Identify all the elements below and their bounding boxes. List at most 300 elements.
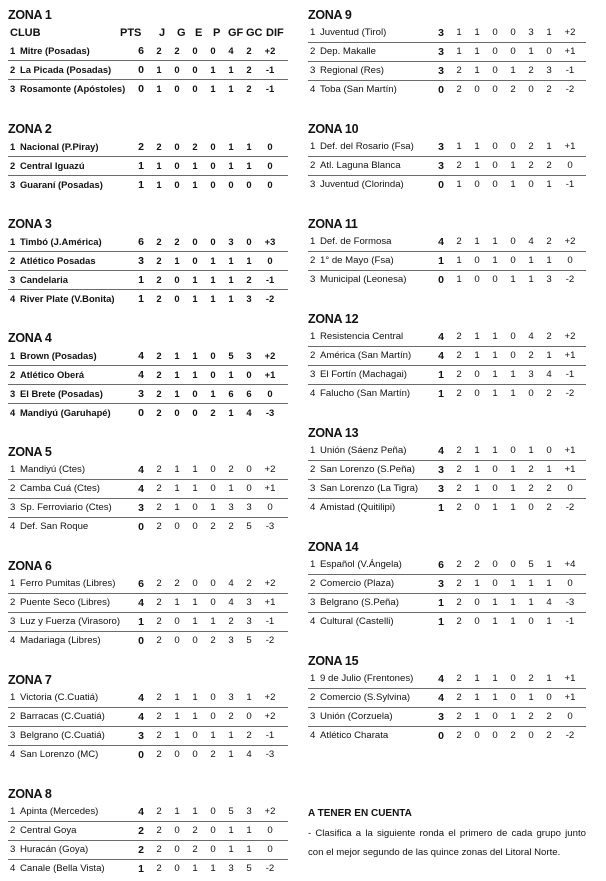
drawn: 0 [192, 45, 198, 56]
drawn: 0 [192, 236, 198, 247]
lost: 0 [210, 825, 216, 836]
lost: 0 [510, 673, 516, 684]
position: 2 [310, 160, 316, 171]
won: 1 [474, 236, 480, 247]
header-e: E [195, 27, 203, 39]
zone-9-table [308, 6, 586, 100]
lost: 0 [210, 692, 216, 703]
goals-for: 2 [528, 160, 534, 171]
played: 1 [456, 141, 462, 152]
drawn: 0 [192, 730, 198, 741]
points: 4 [138, 692, 144, 704]
table-row [8, 822, 288, 841]
drawn: 0 [492, 84, 498, 95]
header-gf: GF [228, 27, 244, 39]
drawn: 0 [192, 578, 198, 589]
zone-14-table [308, 538, 586, 632]
zone-title: ZONA 13 [308, 426, 359, 440]
position: 2 [10, 64, 16, 75]
position: 4 [310, 84, 316, 95]
drawn: 1 [492, 255, 498, 266]
goal-difference: -1 [265, 730, 275, 741]
points: 3 [438, 578, 444, 590]
points: 1 [138, 293, 144, 305]
played: 2 [156, 350, 162, 361]
lost: 0 [210, 597, 216, 608]
team-name: Belgrano (S.Peña) [320, 597, 399, 608]
drawn: 0 [192, 502, 198, 513]
lost: 1 [210, 83, 216, 94]
points: 1 [438, 369, 444, 381]
team-name: Amistad (Quitilipi) [320, 502, 396, 513]
played: 2 [456, 236, 462, 247]
goal-difference: +1 [264, 483, 276, 494]
goals-against: 0 [546, 46, 552, 57]
drawn: 1 [492, 692, 498, 703]
goals-for: 1 [228, 844, 234, 855]
drawn: 1 [192, 711, 198, 722]
played: 2 [156, 293, 162, 304]
position: 2 [310, 464, 316, 475]
goals-against: 3 [246, 597, 252, 608]
goals-for: 0 [528, 388, 534, 399]
team-name: Canale (Bella Vista) [20, 863, 105, 874]
lost: 0 [210, 464, 216, 475]
team-name: Regional (Res) [320, 65, 384, 76]
goal-difference: -3 [265, 749, 275, 760]
goal-difference: -1 [265, 83, 275, 94]
lost: 2 [210, 521, 216, 532]
played: 2 [156, 863, 162, 874]
lost: 1 [210, 274, 216, 285]
played: 1 [456, 274, 462, 285]
table-row [308, 271, 586, 290]
team-name: Def. de Formosa [320, 236, 392, 247]
won: 1 [174, 597, 180, 608]
goals-against: 1 [546, 464, 552, 475]
played: 2 [156, 407, 162, 418]
goal-difference: -2 [565, 84, 575, 95]
table-row [8, 271, 288, 290]
position: 1 [10, 141, 16, 152]
table-row [308, 328, 586, 347]
goals-for: 1 [528, 445, 534, 456]
goal-difference: +1 [564, 46, 576, 57]
lost: 1 [510, 616, 516, 627]
team-name: Central Goya [20, 825, 77, 836]
goals-against: 0 [246, 236, 252, 247]
goals-for: 1 [528, 46, 534, 57]
goals-against: 0 [246, 179, 252, 190]
goals-for: 2 [528, 483, 534, 494]
table-row [8, 461, 288, 480]
position: 1 [10, 692, 16, 703]
position: 4 [10, 293, 16, 304]
played: 2 [156, 45, 162, 56]
goal-difference: -3 [265, 407, 275, 418]
goals-against: 4 [246, 407, 252, 418]
goals-for: 1 [228, 274, 234, 285]
drawn: 2 [192, 844, 198, 855]
played: 2 [456, 616, 462, 627]
position: 4 [310, 502, 316, 513]
goals-for: 2 [528, 711, 534, 722]
zone-13-table [308, 424, 586, 518]
drawn: 0 [192, 635, 198, 646]
goals-against: 1 [246, 825, 252, 836]
goals-against: 5 [246, 635, 252, 646]
table-row [8, 708, 288, 727]
position: 3 [10, 274, 16, 285]
goal-difference: 0 [267, 844, 273, 855]
zone-title: ZONA 5 [8, 445, 52, 459]
played: 2 [156, 369, 162, 380]
table-row [8, 727, 288, 746]
goals-for: 1 [228, 483, 234, 494]
team-name: Dep. Makalle [320, 46, 376, 57]
won: 1 [474, 46, 480, 57]
team-name: Candelaria [20, 274, 68, 285]
lost: 1 [510, 369, 516, 380]
team-name: Guaraní (Posadas) [20, 179, 103, 190]
team-name: Huracán (Goya) [20, 844, 89, 855]
won: 1 [474, 578, 480, 589]
team-name: Sp. Ferroviario (Ctes) [20, 502, 112, 513]
drawn: 1 [492, 388, 498, 399]
won: 1 [474, 27, 480, 38]
goals-against: 2 [546, 331, 552, 342]
header-pts: PTS [120, 27, 142, 39]
zone-title: ZONA 15 [308, 654, 359, 668]
goals-against: 1 [546, 350, 552, 361]
won: 0 [174, 863, 180, 874]
table-row [8, 80, 288, 99]
position: 1 [10, 806, 16, 817]
drawn: 0 [492, 141, 498, 152]
team-name: Rosamonte (Apóstoles) [20, 83, 126, 94]
goals-for: 6 [228, 388, 234, 399]
points: 0 [138, 407, 144, 419]
played: 2 [156, 483, 162, 494]
table-row [308, 594, 586, 613]
position: 4 [10, 749, 16, 760]
team-name: Belgrano (C.Cuatiá) [20, 730, 105, 741]
drawn: 1 [192, 160, 198, 171]
won: 0 [474, 179, 480, 190]
goals-against: 2 [246, 64, 252, 75]
drawn: 0 [192, 521, 198, 532]
position: 2 [310, 578, 316, 589]
table-row [308, 480, 586, 499]
table-row [8, 233, 288, 252]
won: 1 [474, 483, 480, 494]
won: 1 [174, 730, 180, 741]
zone-6-table [8, 557, 288, 651]
table-row [308, 499, 586, 518]
goal-difference: -2 [265, 863, 275, 874]
lost: 1 [510, 160, 516, 171]
points: 1 [138, 274, 144, 286]
drawn: 1 [492, 369, 498, 380]
played: 2 [156, 711, 162, 722]
won: 0 [474, 502, 480, 513]
position: 3 [10, 388, 16, 399]
drawn: 0 [492, 274, 498, 285]
table-row [308, 727, 586, 746]
team-name: Madariaga (Libres) [20, 635, 101, 646]
points: 3 [138, 388, 144, 400]
played: 2 [156, 825, 162, 836]
table-row [8, 594, 288, 613]
team-name: Municipal (Leonesa) [320, 274, 407, 285]
goal-difference: +1 [564, 464, 576, 475]
points: 0 [138, 64, 144, 76]
drawn: 1 [492, 597, 498, 608]
points: 4 [138, 711, 144, 723]
goals-for: 1 [528, 255, 534, 266]
played: 2 [456, 388, 462, 399]
goal-difference: -2 [565, 388, 575, 399]
table-row [8, 252, 288, 271]
goals-against: 3 [546, 65, 552, 76]
position: 4 [310, 388, 316, 399]
goals-against: 2 [546, 388, 552, 399]
won: 1 [474, 160, 480, 171]
position: 1 [310, 559, 316, 570]
points: 1 [438, 388, 444, 400]
lost: 2 [510, 84, 516, 95]
won: 0 [474, 84, 480, 95]
team-name: Timbó (J.América) [20, 236, 102, 247]
position: 2 [10, 825, 16, 836]
table-row [308, 461, 586, 480]
goals-for: 0 [528, 730, 534, 741]
played: 1 [156, 64, 162, 75]
goals-for: 1 [228, 749, 234, 760]
goals-for: 1 [228, 141, 234, 152]
goal-difference: 0 [267, 255, 273, 266]
won: 2 [174, 45, 180, 56]
goal-difference: -1 [265, 64, 275, 75]
table-row [8, 499, 288, 518]
goals-against: 2 [546, 730, 552, 741]
drawn: 0 [192, 83, 198, 94]
position: 2 [310, 46, 316, 57]
played: 2 [156, 806, 162, 817]
won: 0 [174, 825, 180, 836]
lost: 1 [510, 578, 516, 589]
points: 0 [438, 274, 444, 286]
points: 1 [438, 255, 444, 267]
lost: 0 [210, 350, 216, 361]
played: 2 [456, 350, 462, 361]
table-row [308, 347, 586, 366]
drawn: 0 [192, 255, 198, 266]
points: 0 [138, 749, 144, 761]
points: 1 [438, 616, 444, 628]
goal-difference: +2 [264, 578, 276, 589]
lost: 0 [510, 350, 516, 361]
drawn: 0 [492, 46, 498, 57]
played: 2 [456, 559, 462, 570]
points: 3 [438, 27, 444, 39]
lost: 1 [210, 730, 216, 741]
drawn: 1 [192, 464, 198, 475]
goals-against: 3 [246, 350, 252, 361]
goals-for: 3 [528, 369, 534, 380]
won: 0 [474, 369, 480, 380]
table-row [308, 233, 586, 252]
played: 2 [456, 445, 462, 456]
team-name: Central Iguazú [20, 160, 85, 171]
goals-against: 3 [246, 616, 252, 627]
played: 2 [156, 730, 162, 741]
zone-title: ZONA 10 [308, 122, 359, 136]
goals-for: 4 [528, 331, 534, 342]
won: 0 [174, 749, 180, 760]
header-gc: GC [246, 27, 263, 39]
header-g: G [177, 27, 186, 39]
points: 1 [138, 179, 144, 191]
goals-for: 2 [528, 141, 534, 152]
goal-difference: +2 [264, 350, 276, 361]
goal-difference: +2 [264, 464, 276, 475]
goals-for: 5 [228, 806, 234, 817]
goals-for: 3 [228, 236, 234, 247]
played: 2 [456, 692, 462, 703]
won: 0 [174, 635, 180, 646]
goals-against: 3 [246, 293, 252, 304]
header-dif: DIF [266, 27, 284, 39]
team-name: 1° de Mayo (Fsa) [320, 255, 394, 266]
goals-against: 0 [246, 464, 252, 475]
team-name: Atl. Laguna Blanca [320, 160, 401, 171]
lost: 1 [510, 274, 516, 285]
goals-for: 1 [228, 293, 234, 304]
goals-against: 1 [546, 673, 552, 684]
lost: 0 [210, 141, 216, 152]
team-name: Def. San Roque [20, 521, 89, 532]
played: 2 [456, 65, 462, 76]
team-name: Toba (San Martín) [320, 84, 397, 95]
drawn: 2 [192, 141, 198, 152]
goals-for: 5 [528, 559, 534, 570]
drawn: 1 [192, 863, 198, 874]
played: 2 [456, 369, 462, 380]
won: 1 [174, 502, 180, 513]
points: 1 [438, 502, 444, 514]
goals-for: 4 [528, 236, 534, 247]
points: 4 [138, 369, 144, 381]
table-row [8, 632, 288, 651]
table-row [308, 613, 586, 632]
goals-against: 2 [546, 84, 552, 95]
table-header [8, 24, 288, 42]
goals-for: 2 [228, 711, 234, 722]
played: 2 [156, 578, 162, 589]
points: 3 [138, 730, 144, 742]
played: 2 [156, 388, 162, 399]
drawn: 0 [192, 749, 198, 760]
team-name: San Lorenzo (MC) [20, 749, 99, 760]
points: 1 [138, 863, 144, 875]
won: 0 [474, 730, 480, 741]
team-name: Unión (Corzuela) [320, 711, 393, 722]
played: 2 [456, 597, 462, 608]
points: 4 [138, 597, 144, 609]
position: 1 [310, 27, 316, 38]
drawn: 1 [492, 350, 498, 361]
goals-for: 1 [228, 160, 234, 171]
position: 1 [10, 350, 16, 361]
points: 3 [438, 711, 444, 723]
table-row [8, 366, 288, 385]
goal-difference: -1 [265, 274, 275, 285]
lost: 0 [510, 141, 516, 152]
table-row [8, 347, 288, 366]
lost: 1 [510, 388, 516, 399]
zone-title: ZONA 8 [8, 787, 52, 801]
lost: 0 [210, 369, 216, 380]
played: 1 [456, 179, 462, 190]
played: 1 [156, 160, 162, 171]
points: 2 [138, 825, 144, 837]
drawn: 1 [192, 806, 198, 817]
points: 4 [438, 673, 444, 685]
lost: 1 [210, 863, 216, 874]
lost: 1 [210, 64, 216, 75]
played: 2 [156, 464, 162, 475]
table-row [308, 24, 586, 43]
won: 0 [174, 160, 180, 171]
goals-against: 1 [546, 141, 552, 152]
goals-for: 2 [228, 521, 234, 532]
points: 1 [138, 160, 144, 172]
position: 4 [10, 635, 16, 646]
won: 1 [474, 464, 480, 475]
won: 1 [174, 464, 180, 475]
team-name: Brown (Posadas) [20, 350, 97, 361]
goals-against: 2 [546, 160, 552, 171]
goals-against: 3 [246, 502, 252, 513]
goals-for: 1 [528, 274, 534, 285]
position: 1 [310, 141, 316, 152]
drawn: 1 [192, 616, 198, 627]
played: 2 [156, 616, 162, 627]
position: 3 [310, 274, 316, 285]
goal-difference: +3 [264, 236, 276, 247]
lost: 1 [510, 464, 516, 475]
goals-against: 0 [546, 692, 552, 703]
goal-difference: 0 [567, 578, 573, 589]
won: 1 [174, 255, 180, 266]
position: 1 [310, 673, 316, 684]
position: 4 [310, 616, 316, 627]
team-name: Nacional (P.Piray) [20, 141, 99, 152]
goal-difference: +1 [564, 673, 576, 684]
table-row [308, 575, 586, 594]
points: 3 [138, 502, 144, 514]
goal-difference: 0 [567, 711, 573, 722]
goals-for: 1 [228, 825, 234, 836]
goal-difference: 0 [267, 388, 273, 399]
points: 4 [138, 464, 144, 476]
points: 3 [438, 160, 444, 172]
goal-difference: -2 [265, 635, 275, 646]
points: 4 [438, 331, 444, 343]
points: 4 [438, 445, 444, 457]
points: 6 [138, 578, 144, 590]
